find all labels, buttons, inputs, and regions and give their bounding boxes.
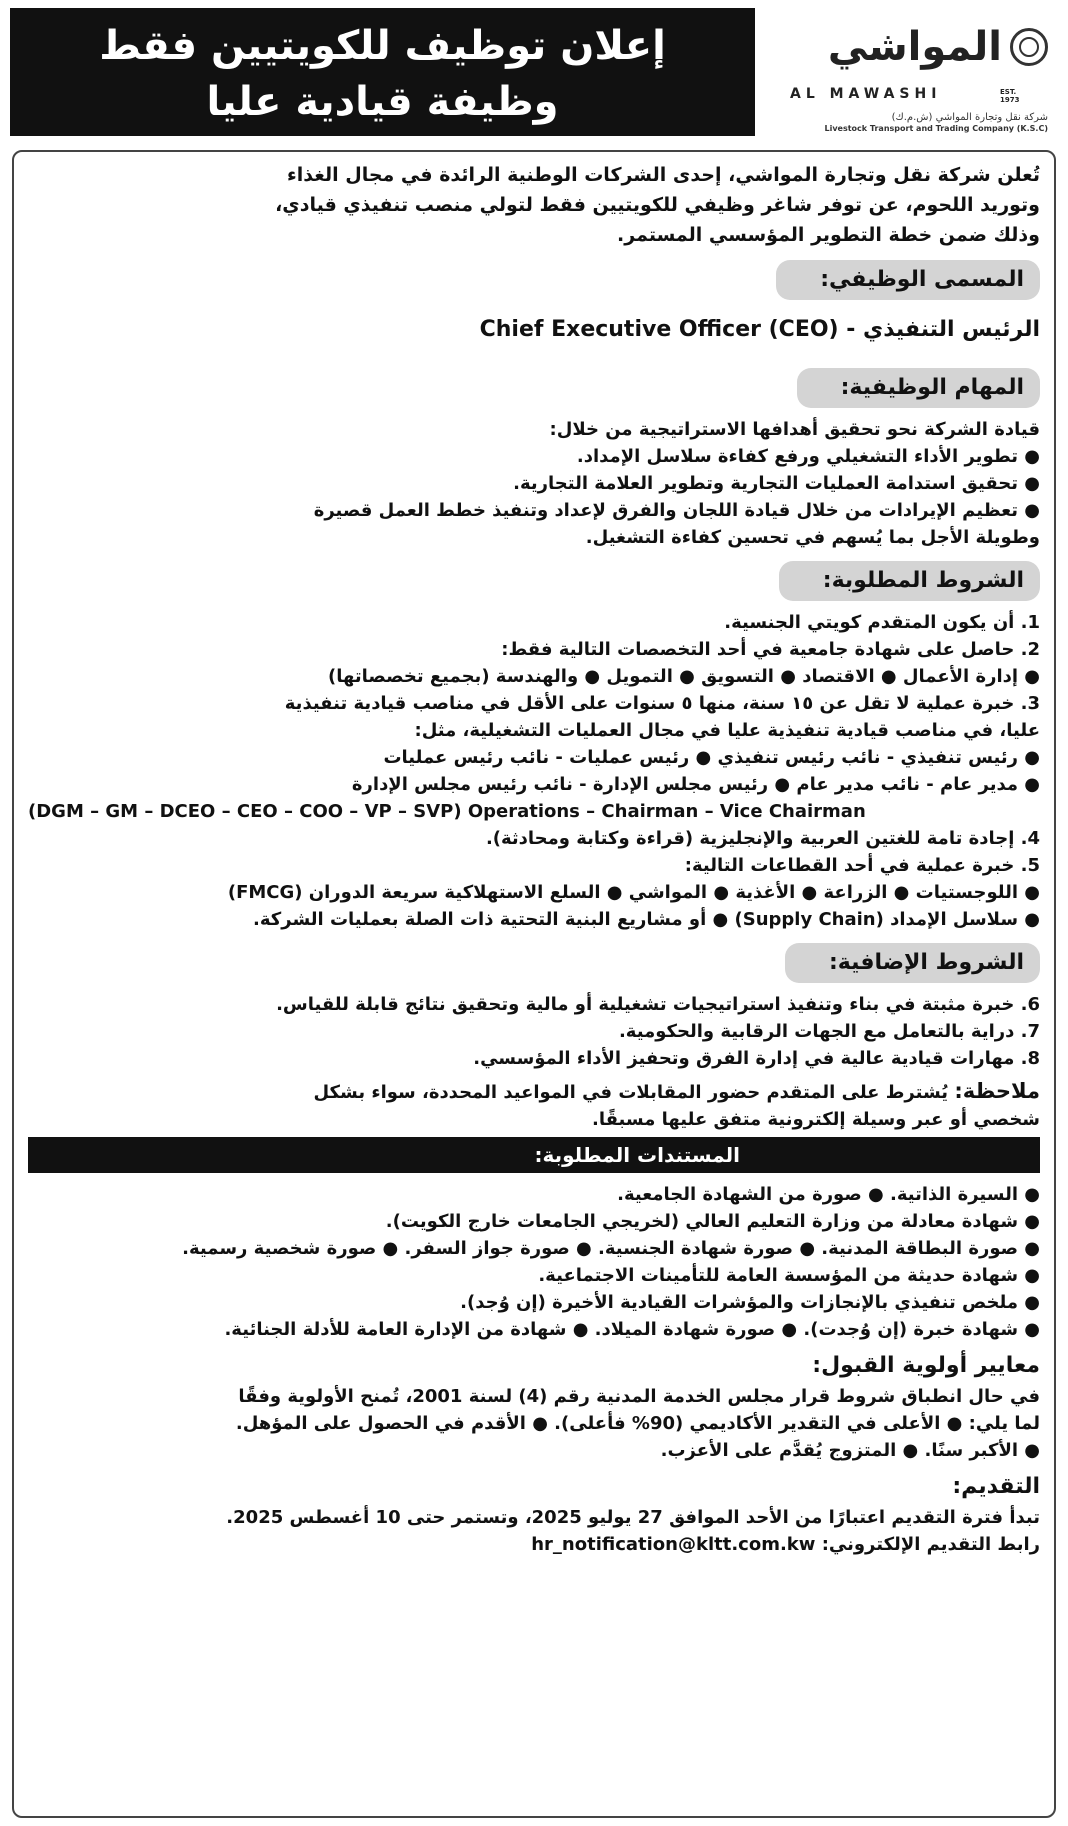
requirement-line: 1. أن يكون المتقدم كويتي الجنسية.	[724, 612, 1040, 633]
company-logo	[778, 14, 1048, 134]
documents-heading: المستندات المطلوبة:	[28, 1137, 1040, 1173]
note-text: يُشترط على المتقدم حضور المقابلات في المواعيد المحددة، سواء بشكل	[313, 1082, 949, 1103]
task-item: وطويلة الأجل بما يُسهم في تحسين كفاءة التشغيل.	[585, 527, 1040, 548]
logo-company-english: Livestock Transport and Trading Company (K.S.C)	[824, 124, 1048, 133]
ad-body	[12, 150, 1056, 1818]
task-item: ● تعظيم الإيرادات من خلال قيادة اللجان والفرق لإعداد وتنفيذ خطط العمل قصيرة	[313, 500, 1040, 521]
priority-heading: معايير أولوية القبول:	[812, 1353, 1040, 1378]
priority-line: في حال انطباق شروط قرار مجلس الخدمة المدنية رقم (4) لسنة 2001، تُمنح الأولوية وفقًا	[238, 1386, 1040, 1407]
job-title-value: الرئيس التنفيذي - Chief Executive Officer (CEO)	[479, 317, 1040, 342]
apply-link-row	[28, 1531, 1040, 1558]
logo-emblem-icon	[1010, 28, 1048, 66]
additional-heading: الشروط الإضافية:	[785, 943, 1040, 983]
intro-line: وذلك ضمن خطة التطوير المؤسسي المستمر.	[617, 224, 1040, 246]
note-line: شخصي أو عبر وسيلة إلكترونية متفق عليها مسبقًا.	[591, 1109, 1040, 1130]
logo-est-text: EST. 1973	[1000, 88, 1020, 104]
document-line: ● ملخص تنفيذي بالإنجازات والمؤشرات القيادية الأخيرة (إن وُجد).	[460, 1292, 1040, 1313]
tasks-heading: المهام الوظيفية:	[797, 368, 1040, 408]
requirement-line: ● إدارة الأعمال ● الاقتصاد ● التسويق ● التمويل ● والهندسة (بجميع تخصصاتها)	[328, 666, 1040, 687]
note-line	[28, 1078, 1040, 1106]
requirement-line: عليا، في مناصب قيادية تنفيذية عليا في مجال العمليات التشغيلية، مثل:	[414, 720, 1040, 741]
logo-company-arabic: شركة نقل وتجارة المواشي (ش.م.ك)	[891, 112, 1048, 123]
requirement-line: 2. حاصل على شهادة جامعية في أحد التخصصات التالية فقط:	[501, 639, 1040, 660]
header	[10, 8, 1058, 136]
logo-english-text: AL MAWASHI	[790, 86, 942, 102]
requirement-line: 4. إجادة تامة للغتين العربية والإنجليزية (قراءة وكتابة ومحادثة).	[485, 828, 1040, 849]
document-line: ● صورة البطاقة المدنية. ● صورة شهادة الجنسية. ● صورة جواز السفر. ● صورة شخصية رسمية.	[182, 1238, 1040, 1259]
priority-line: لما يلي: ● الأعلى في التقدير الأكاديمي (90% فأعلى). ● الأقدم في الحصول على المؤهل.	[235, 1413, 1040, 1434]
requirement-line: 3. خبرة عملية لا تقل عن ١٥ سنة، منها ٥ سنوات على الأقل في مناصب قيادية تنفيذية	[284, 693, 1040, 714]
requirement-line: ● سلاسل الإمداد (Supply Chain) ● أو مشاريع البنية التحتية ذات الصلة بعمليات الشركة.	[253, 909, 1040, 930]
requirement-line-english: (DGM – GM – DCEO – CEO – COO – VP – SVP) Operations – Chairman – Vice Chairman	[28, 801, 866, 822]
intro-line: تُعلن شركة نقل وتجارة المواشي، إحدى الشركات الوطنية الرائدة في مجال الغذاء	[287, 164, 1040, 186]
additional-line: 7. دراية بالتعامل مع الجهات الرقابية والحكومية.	[618, 1021, 1040, 1042]
requirement-line: ● رئيس تنفيذي - نائب رئيس تنفيذي ● رئيس عمليات - نائب رئيس عمليات	[383, 747, 1040, 768]
document-line: ● شهادة خبرة (إن وُجدت). ● صورة شهادة الميلاد. ● شهادة من الإدارة العامة للأدلة الجنائية.	[224, 1319, 1040, 1340]
note-label: ملاحظة:	[954, 1079, 1040, 1103]
requirement-line: 5. خبرة عملية في أحد القطاعات التالية:	[684, 855, 1040, 876]
requirements-heading: الشروط المطلوبة:	[779, 561, 1040, 601]
logo-mark	[828, 24, 1048, 70]
logo-arabic-text: المواشي	[827, 24, 1002, 70]
document-line: ● شهادة حديثة من المؤسسة العامة للتأمينات الاجتماعية.	[538, 1265, 1040, 1286]
task-item: ● تحقيق استدامة العمليات التجارية وتطوير العلامة التجارية.	[513, 473, 1040, 494]
apply-period: تبدأ فترة التقديم اعتبارًا من الأحد الموافق 27 يوليو 2025، وتستمر حتى 10 أغسطس 2025.	[226, 1507, 1040, 1528]
tasks-lead: قيادة الشركة نحو تحقيق أهدافها الاستراتيجية من خلال:	[549, 419, 1040, 440]
document-line: ● شهادة معادلة من وزارة التعليم العالي (لخريجي الجامعات خارج الكويت).	[385, 1211, 1040, 1232]
document-line: ● السيرة الذاتية. ● صورة من الشهادة الجامعية.	[617, 1184, 1040, 1205]
apply-email-link[interactable]: hr_notification@kltt.com.kw	[531, 1534, 816, 1555]
additional-line: 8. مهارات قيادية عالية في إدارة الفرق وتحفيز الأداء المؤسسي.	[473, 1048, 1040, 1069]
requirement-line: ● مدير عام - نائب مدير عام ● رئيس مجلس الإدارة - نائب رئيس مجلس الإدارة	[351, 774, 1040, 795]
apply-link-label: رابط التقديم الإلكتروني:	[821, 1534, 1040, 1555]
ad-subtitle: وظيفة قيادية عليا	[206, 79, 559, 125]
additional-line: 6. خبرة مثبتة في بناء وتنفيذ استراتيجيات تشغيلية أو مالية وتحقيق نتائج قابلة للقياس.	[276, 994, 1040, 1015]
intro-line: وتوريد اللحوم، عن توفر شاغر وظيفي للكويتيين فقط لتولي منصب تنفيذي قيادي،	[275, 194, 1040, 216]
title-banner	[10, 8, 755, 136]
apply-heading: التقديم:	[952, 1474, 1040, 1499]
job-title-heading: المسمى الوظيفي:	[776, 260, 1040, 300]
priority-line: ● الأكبر سنًا. ● المتزوج يُقدَّم على الأعزب.	[660, 1440, 1040, 1461]
requirement-line: ● اللوجستيات ● الزراعة ● الأغذية ● المواشي ● السلع الاستهلاكية سريعة الدوران (FMCG)	[227, 882, 1040, 903]
ad-title: إعلان توظيف للكويتيين فقط	[99, 23, 666, 69]
task-item: ● تطوير الأداء التشغيلي ورفع كفاءة سلاسل الإمداد.	[576, 446, 1040, 467]
